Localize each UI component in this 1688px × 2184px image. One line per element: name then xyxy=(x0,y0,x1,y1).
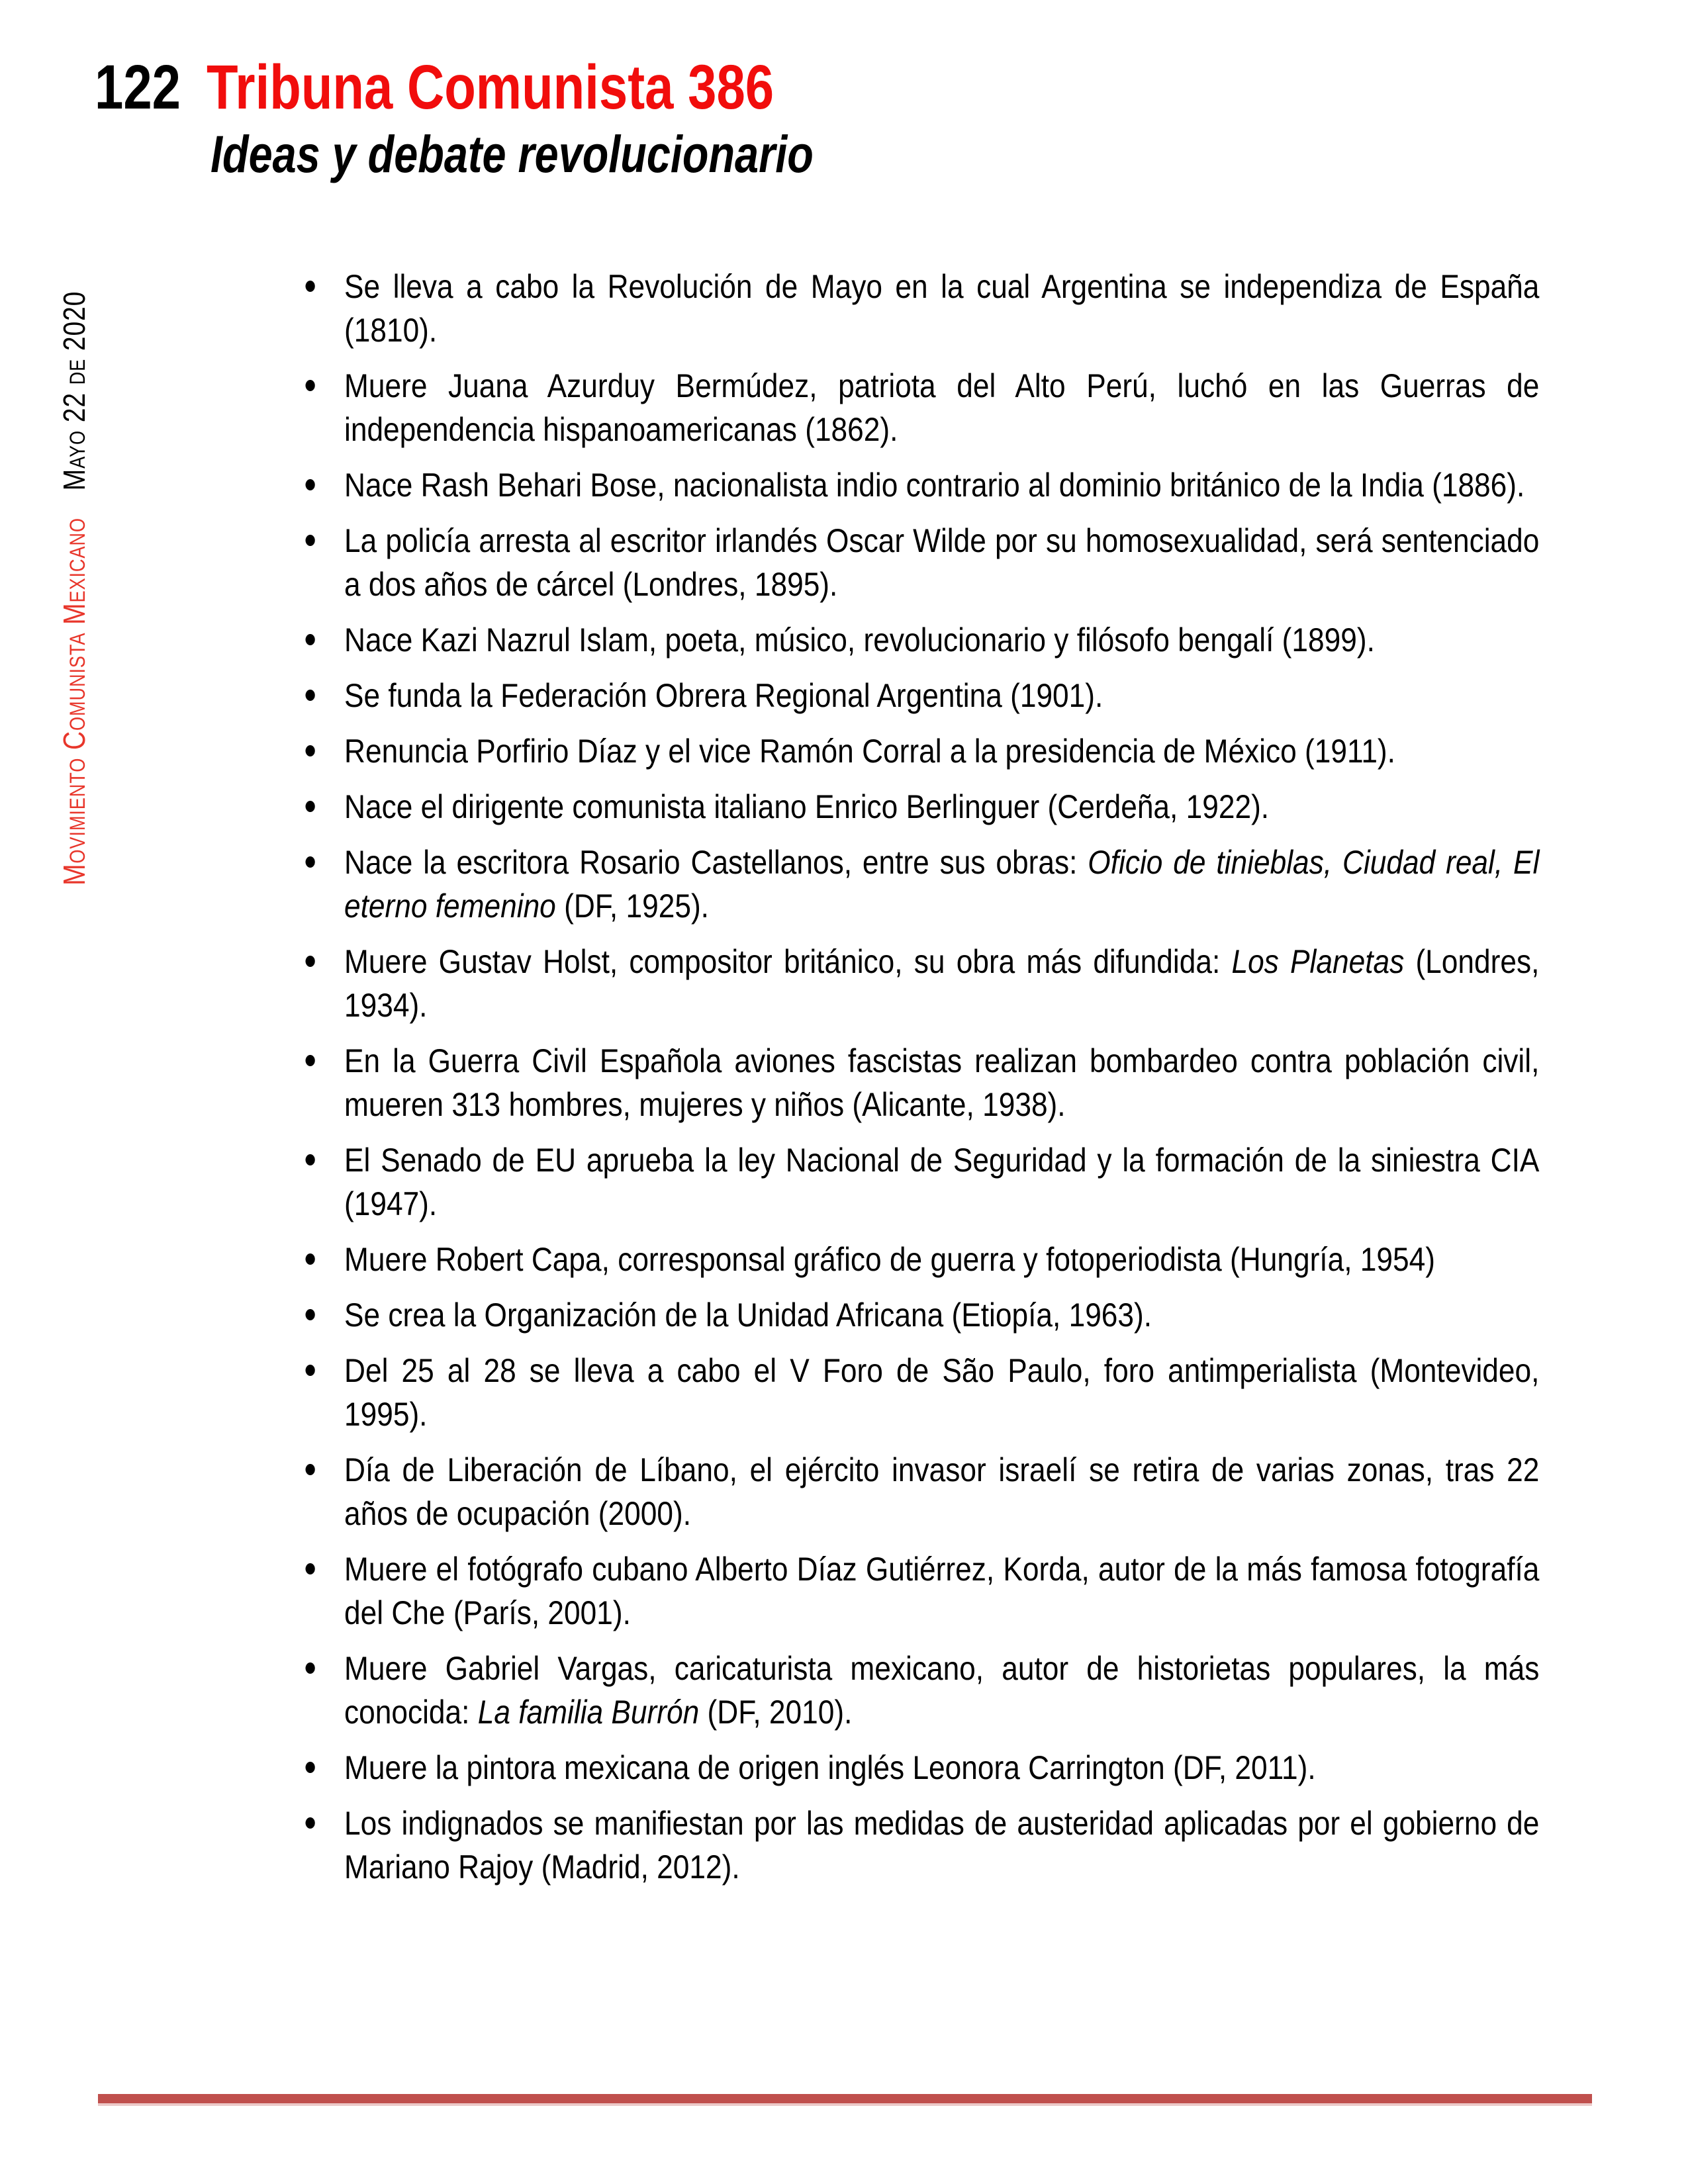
list-item-text: (DF, 2010). xyxy=(699,1694,853,1731)
list-item-text-italic: Oficio de tinieblas, Ciudad real, El eterno femenino xyxy=(344,844,1540,925)
events-list xyxy=(344,265,1539,1889)
list-item xyxy=(344,1448,1539,1535)
page-number: 122 xyxy=(95,52,181,122)
list-item-text-italic: La familia Burrón xyxy=(477,1694,700,1731)
list-item xyxy=(344,1746,1539,1790)
list-item-text: Se funda la Federación Obrera Regional Argentina (1901). xyxy=(344,677,1103,714)
publication-title: Tribuna Comunista 386 xyxy=(207,52,774,122)
sidebar-date: Mayo 22 de 2020 xyxy=(57,291,91,491)
list-item-text: Nace Kazi Nazrul Islam, poeta, músico, revolucionario y filósofo bengalí (1899). xyxy=(344,621,1375,659)
list-item xyxy=(344,1293,1539,1337)
list-item xyxy=(344,1349,1539,1436)
list-item xyxy=(344,463,1539,507)
list-item-text: Muere Gustav Holst, compositor británico, su obra más difundida: xyxy=(344,943,1232,980)
list-item-text: Nace Rash Behari Bose, nacionalista indio contrario al dominio británico de la India (1886). xyxy=(344,467,1525,504)
list-item-text: En la Guerra Civil Española aviones fascistas realizan bombardeo contra población civil, mueren 313 hombres, mujeres y niños (Alicante, 1938). xyxy=(344,1042,1540,1123)
list-item xyxy=(344,1547,1539,1635)
list-item-text-italic: Los Planetas xyxy=(1231,943,1405,980)
list-item-text: Renuncia Porfirio Díaz y el vice Ramón Corral a la presidencia de México (1911). xyxy=(344,733,1395,770)
list-item-text: La policía arresta al escritor irlandés Oscar Wilde por su homosexualidad, será sentenciado a dos años de cárcel (Londres, 1895). xyxy=(344,522,1540,603)
list-item xyxy=(344,265,1539,352)
sidebar-organization: Movimiento Comunista Mexicano xyxy=(57,518,91,886)
list-item-text: Los indignados se manifiestan por las medidas de austeridad aplicadas por el gobierno de Mariano Rajoy (Madrid, 2012). xyxy=(344,1805,1540,1886)
list-item xyxy=(344,1138,1539,1226)
list-item-text: Se lleva a cabo la Revolución de Mayo en la cual Argentina se independiza de España (1810). xyxy=(344,268,1540,349)
publication-subtitle: Ideas y debate revolucionario xyxy=(211,124,814,183)
list-item xyxy=(344,364,1539,451)
list-item-text: Del 25 al 28 se lleva a cabo el V Foro de São Paulo, foro antimperialista (Montevideo, 1995). xyxy=(344,1352,1540,1433)
list-item-text: (Londres, 1934). xyxy=(344,943,1540,1024)
list-item xyxy=(344,1039,1539,1126)
list-item xyxy=(344,729,1539,773)
list-item-text: Nace el dirigente comunista italiano Enrico Berlinguer (Cerdeña, 1922). xyxy=(344,788,1270,825)
list-item-text: Muere Juana Azurduy Bermúdez, patriota del Alto Perú, luchó en las Guerras de independencia hispanoamericanas (1862). xyxy=(344,367,1540,448)
list-item xyxy=(344,1647,1539,1734)
list-item-text: Nace la escritora Rosario Castellanos, entre sus obras: xyxy=(344,844,1088,881)
list-item xyxy=(344,618,1539,662)
list-item-text: (DF, 1925). xyxy=(555,887,709,925)
list-item-text: Muere Gabriel Vargas, caricaturista mexicano, autor de historietas populares, la más conocida: xyxy=(344,1650,1540,1731)
list-item-text: Día de Liberación de Líbano, el ejército invasor israelí se retira de varias zonas, tras 22 años de ocupación (2000). xyxy=(344,1451,1540,1532)
list-item xyxy=(344,785,1539,829)
list-item xyxy=(344,519,1539,606)
list-item xyxy=(344,674,1539,717)
list-item-text: Se crea la Organización de la Unidad Africana (Etiopía, 1963). xyxy=(344,1297,1152,1334)
rotated-sidebar-caption xyxy=(57,291,91,886)
list-item xyxy=(344,940,1539,1027)
list-item-text: Muere Robert Capa, corresponsal gráfico de guerra y fotoperiodista (Hungría, 1954) xyxy=(344,1241,1435,1278)
list-item xyxy=(344,1238,1539,1281)
list-item xyxy=(344,1801,1539,1889)
list-item-text: Muere el fotógrafo cubano Alberto Díaz Gutiérrez, Korda, autor de la más famosa fotografía del Che (París, 2001). xyxy=(344,1551,1540,1631)
list-item-text: Muere la pintora mexicana de origen inglés Leonora Carrington (DF, 2011). xyxy=(344,1749,1316,1786)
list-item-text: El Senado de EU aprueba la ley Nacional de Seguridad y la formación de la siniestra CIA (1947). xyxy=(344,1142,1540,1222)
footer-rule xyxy=(98,2094,1592,2103)
list-item xyxy=(344,841,1539,928)
events-section xyxy=(344,265,1539,1901)
